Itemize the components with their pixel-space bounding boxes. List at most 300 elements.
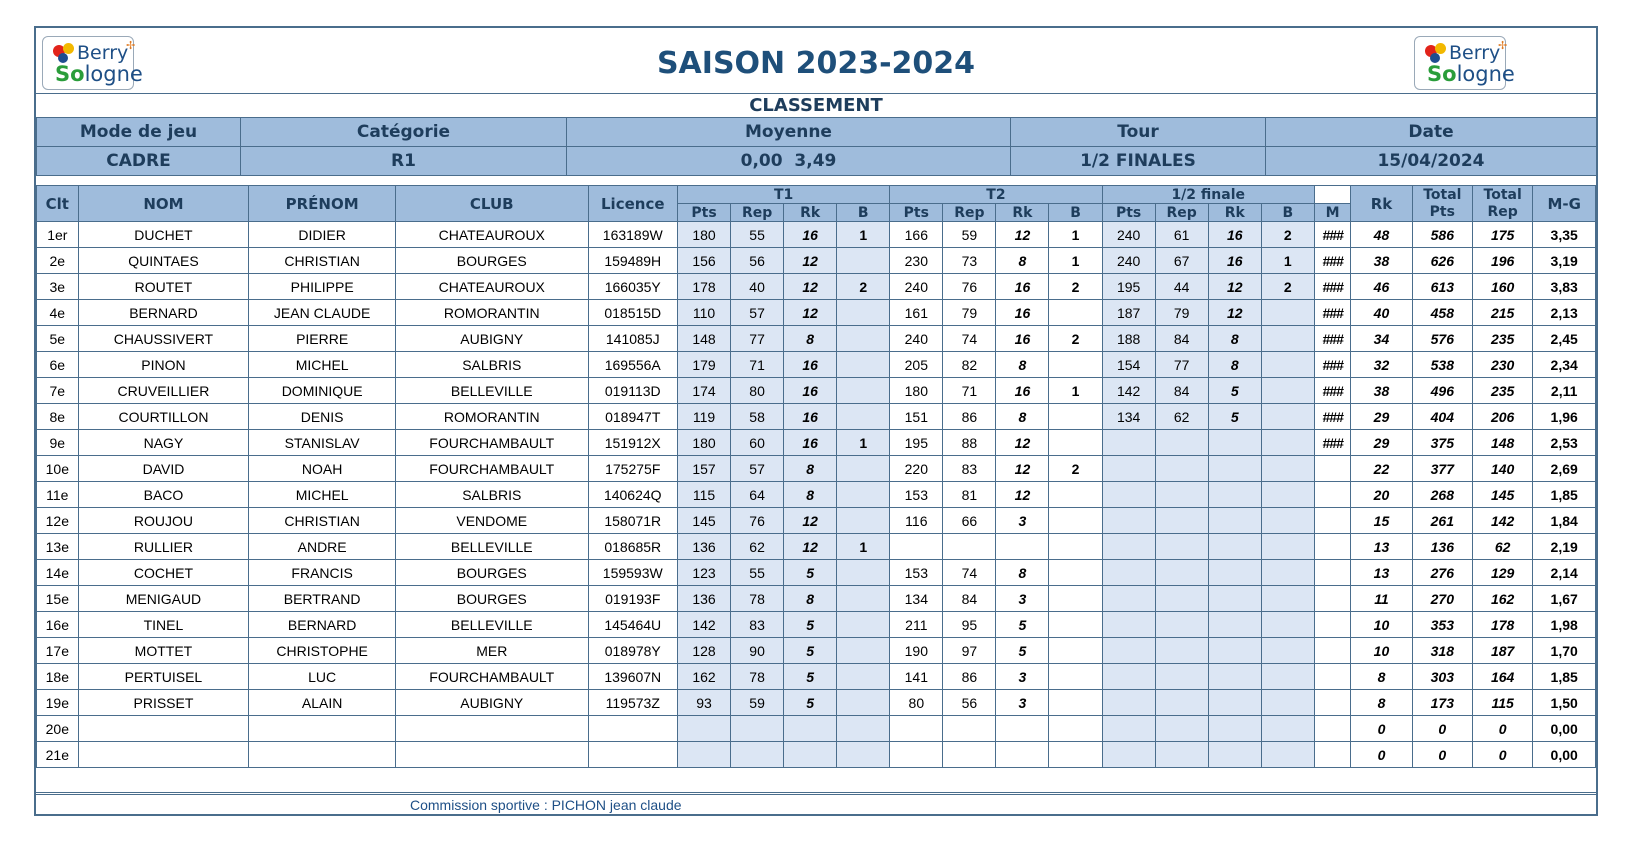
cell-rank: 8 [1351, 664, 1412, 690]
cell-mg: 3,19 [1533, 248, 1596, 274]
cell-rank: 15 [1351, 508, 1412, 534]
table-row [37, 482, 1596, 508]
cell-rank: 20 [1351, 482, 1412, 508]
cell-m [1314, 508, 1350, 534]
cell-total-pts: 586 [1412, 222, 1472, 248]
table-row [37, 664, 1596, 690]
cell-t2-pts: 205 [890, 352, 943, 378]
cell-t1-pts: 93 [678, 690, 731, 716]
cell-t1-rep: 40 [731, 274, 784, 300]
cell-t3-rk [1208, 742, 1261, 768]
cell-t3-pts [1102, 638, 1155, 664]
cell-t1-rep: 83 [731, 612, 784, 638]
col-nom[interactable]: NOM [78, 186, 249, 222]
cell-t2-pts: 161 [890, 300, 943, 326]
cell-rank: 13 [1351, 560, 1412, 586]
cell-rank: 32 [1351, 352, 1412, 378]
cell-t3-b [1261, 456, 1314, 482]
cell-t3-pts [1102, 664, 1155, 690]
table-row [37, 326, 1596, 352]
cell-mg: 0,00 [1533, 742, 1596, 768]
cell-mg: 1,98 [1533, 612, 1596, 638]
cell-t1-rk [784, 742, 837, 768]
info-label-average: Moyenne [567, 118, 1011, 147]
cell-t3-rep [1155, 482, 1208, 508]
cell-t1-rep [731, 716, 784, 742]
cell-t2-pts: 116 [890, 508, 943, 534]
cell-clt: 11e [37, 482, 79, 508]
cell-nom: TINEL [78, 612, 249, 638]
info-value-date: 15/04/2024 [1266, 147, 1597, 176]
cell-t1-rep: 62 [731, 534, 784, 560]
cell-t3-b [1261, 352, 1314, 378]
cell-t3-b [1261, 560, 1314, 586]
cell-t1-b [837, 664, 890, 690]
cell-t2-b [1049, 742, 1102, 768]
cell-total-rep: 164 [1473, 664, 1533, 690]
cell-t2-rep: 56 [943, 690, 996, 716]
cell-licence: 159489H [588, 248, 677, 274]
cell-t3-rep: 62 [1155, 404, 1208, 430]
cell-m [1314, 456, 1350, 482]
cell-total-rep: 0 [1473, 716, 1533, 742]
group-t2: T2 [890, 186, 1102, 204]
cell-t1-rk: 8 [784, 482, 837, 508]
cell-rank: 0 [1351, 742, 1412, 768]
cell-licence: 018978Y [588, 638, 677, 664]
cell-t1-rk [784, 716, 837, 742]
cell-t2-rk: 8 [996, 248, 1049, 274]
cell-t1-pts: 174 [678, 378, 731, 404]
cell-prenom: NOAH [249, 456, 396, 482]
cell-t3-rep: 84 [1155, 326, 1208, 352]
cell-t1-b [837, 326, 890, 352]
cell-t2-rep: 66 [943, 508, 996, 534]
cell-prenom: FRANCIS [249, 560, 396, 586]
cell-clt: 21e [37, 742, 79, 768]
table-row [37, 716, 1596, 742]
cell-nom: BERNARD [78, 300, 249, 326]
cell-t1-rep: 56 [731, 248, 784, 274]
cell-t1-b [837, 560, 890, 586]
table-row [37, 430, 1596, 456]
cell-t1-rk: 16 [784, 222, 837, 248]
cell-t1-pts: 180 [678, 222, 731, 248]
ranking-title: CLASSEMENT [749, 95, 883, 116]
cell-clt: 20e [37, 716, 79, 742]
cell-total-rep: 115 [1473, 690, 1533, 716]
cell-clt: 10e [37, 456, 79, 482]
cell-rank: 10 [1351, 638, 1412, 664]
cell-m: ### [1314, 300, 1350, 326]
cell-t1-rep: 77 [731, 326, 784, 352]
cell-t3-rep [1155, 534, 1208, 560]
cell-t3-b [1261, 716, 1314, 742]
cell-nom: NAGY [78, 430, 249, 456]
cell-t2-rk [996, 534, 1049, 560]
cell-total-pts: 261 [1412, 508, 1472, 534]
cell-t2-pts: 153 [890, 482, 943, 508]
cell-t2-b [1049, 612, 1102, 638]
cell-clt: 6e [37, 352, 79, 378]
cell-t3-rep: 84 [1155, 378, 1208, 404]
cell-t2-rep [943, 742, 996, 768]
cell-t2-b [1049, 534, 1102, 560]
cell-licence: 018685R [588, 534, 677, 560]
cell-t1-pts: 180 [678, 430, 731, 456]
table-row [37, 742, 1596, 768]
cell-t1-rep: 76 [731, 508, 784, 534]
cell-t3-b: 2 [1261, 222, 1314, 248]
cell-clt: 12e [37, 508, 79, 534]
cell-t2-pts: 80 [890, 690, 943, 716]
cell-t2-rep: 86 [943, 404, 996, 430]
cell-club: CHATEAUROUX [396, 274, 589, 300]
cell-m [1314, 534, 1350, 560]
cell-club: BELLEVILLE [396, 534, 589, 560]
cell-t3-b [1261, 612, 1314, 638]
cell-t2-rk: 12 [996, 222, 1049, 248]
cell-total-rep: 160 [1473, 274, 1533, 300]
cell-t3-rk: 5 [1208, 404, 1261, 430]
table-row [37, 560, 1596, 586]
cell-t2-rk: 5 [996, 638, 1049, 664]
col-t1-rk: Rk [784, 204, 837, 222]
cell-total-rep: 215 [1473, 300, 1533, 326]
cell-mg: 0,00 [1533, 716, 1596, 742]
cell-t1-b [837, 742, 890, 768]
cell-licence: 158071R [588, 508, 677, 534]
cell-total-pts: 353 [1412, 612, 1472, 638]
cell-mg: 1,70 [1533, 638, 1596, 664]
cell-t3-b [1261, 690, 1314, 716]
cell-mg: 1,67 [1533, 586, 1596, 612]
table-row [37, 456, 1596, 482]
footer [36, 792, 1596, 814]
cell-t2-pts: 166 [890, 222, 943, 248]
cell-clt: 3e [37, 274, 79, 300]
cell-nom: COURTILLON [78, 404, 249, 430]
cell-mg: 2,53 [1533, 430, 1596, 456]
cell-t3-rk [1208, 534, 1261, 560]
cell-mg: 2,69 [1533, 456, 1596, 482]
cell-club: VENDOME [396, 508, 589, 534]
cell-nom: ROUJOU [78, 508, 249, 534]
cell-t3-b [1261, 534, 1314, 560]
cell-t2-b [1049, 690, 1102, 716]
cell-t1-pts: 162 [678, 664, 731, 690]
cell-m [1314, 690, 1350, 716]
cell-t1-b [837, 690, 890, 716]
cell-t3-b: 2 [1261, 274, 1314, 300]
cell-m [1314, 482, 1350, 508]
cell-t1-pts: 128 [678, 638, 731, 664]
cell-t2-rep: 73 [943, 248, 996, 274]
cell-m: ### [1314, 274, 1350, 300]
cell-club [396, 716, 589, 742]
table-row [37, 300, 1596, 326]
cell-t2-rk: 16 [996, 378, 1049, 404]
cell-rank: 10 [1351, 612, 1412, 638]
cell-rank: 8 [1351, 690, 1412, 716]
cell-t1-b [837, 404, 890, 430]
cell-total-pts: 0 [1412, 716, 1472, 742]
cell-t1-rk: 16 [784, 378, 837, 404]
cell-t3-pts [1102, 456, 1155, 482]
cell-total-rep: 142 [1473, 508, 1533, 534]
cell-licence: 159593W [588, 560, 677, 586]
cell-t1-b: 1 [837, 430, 890, 456]
cell-licence: 145464U [588, 612, 677, 638]
cell-licence: 140624Q [588, 482, 677, 508]
cell-total-rep: 129 [1473, 560, 1533, 586]
cell-nom: CRUVEILLIER [78, 378, 249, 404]
cell-prenom: ANDRE [249, 534, 396, 560]
cell-t2-pts: 141 [890, 664, 943, 690]
col-prenom[interactable]: PRÉNOM [249, 186, 396, 222]
cell-t1-rk: 8 [784, 326, 837, 352]
cell-t3-b [1261, 638, 1314, 664]
cell-t2-rep: 74 [943, 560, 996, 586]
cell-t1-pts: 119 [678, 404, 731, 430]
cell-rank: 0 [1351, 716, 1412, 742]
cell-t2-pts: 180 [890, 378, 943, 404]
cell-t2-rep: 83 [943, 456, 996, 482]
col-licence[interactable]: Licence [588, 186, 677, 222]
cell-nom: ROUTET [78, 274, 249, 300]
cell-t1-pts [678, 742, 731, 768]
cell-nom: CHAUSSIVERT [78, 326, 249, 352]
col-total-pts[interactable]: Total Pts [1412, 186, 1472, 222]
cell-t1-rep: 80 [731, 378, 784, 404]
cell-t2-b: 1 [1049, 222, 1102, 248]
cell-total-pts: 0 [1412, 742, 1472, 768]
cell-t3-rk: 5 [1208, 378, 1261, 404]
cell-nom: PERTUISEL [78, 664, 249, 690]
cell-t2-b [1049, 352, 1102, 378]
cell-club: ROMORANTIN [396, 404, 589, 430]
cell-t3-rep [1155, 560, 1208, 586]
cell-nom [78, 716, 249, 742]
cell-m [1314, 716, 1350, 742]
col-t2-pts: Pts [890, 204, 943, 222]
cell-club: AUBIGNY [396, 326, 589, 352]
cell-t2-pts: 230 [890, 248, 943, 274]
cell-t1-rep: 78 [731, 586, 784, 612]
col-rank[interactable]: Rk [1351, 186, 1412, 222]
cell-t1-rep: 57 [731, 456, 784, 482]
cell-t1-pts: 179 [678, 352, 731, 378]
cell-licence [588, 742, 677, 768]
cell-t1-b: 1 [837, 534, 890, 560]
cell-rank: 11 [1351, 586, 1412, 612]
cell-t1-rk: 8 [784, 586, 837, 612]
cell-t3-b [1261, 742, 1314, 768]
cell-t1-rep: 55 [731, 560, 784, 586]
cell-t3-b [1261, 508, 1314, 534]
cell-t1-rep: 78 [731, 664, 784, 690]
table-row [37, 508, 1596, 534]
cell-prenom: CHRISTOPHE [249, 638, 396, 664]
footer-commission: Commission sportive : PICHON jean claude [410, 797, 682, 813]
cell-t3-rep [1155, 508, 1208, 534]
cell-t3-rep [1155, 612, 1208, 638]
cell-mg: 2,13 [1533, 300, 1596, 326]
cell-t3-pts [1102, 534, 1155, 560]
cell-t1-b [837, 716, 890, 742]
cell-t3-rk [1208, 716, 1261, 742]
cell-t3-rep: 61 [1155, 222, 1208, 248]
cell-t1-b [837, 612, 890, 638]
table-row [37, 690, 1596, 716]
cell-licence: 018947T [588, 404, 677, 430]
cell-t2-b: 2 [1049, 274, 1102, 300]
cell-t1-pts [678, 716, 731, 742]
cell-t3-pts: 240 [1102, 222, 1155, 248]
cell-t2-rep: 71 [943, 378, 996, 404]
cell-t3-b [1261, 326, 1314, 352]
cell-prenom: DIDIER [249, 222, 396, 248]
cell-nom [78, 742, 249, 768]
cell-t3-rep [1155, 742, 1208, 768]
table-row [37, 352, 1596, 378]
cell-t1-pts: 123 [678, 560, 731, 586]
cell-t1-rk: 8 [784, 456, 837, 482]
cell-t1-b [837, 248, 890, 274]
cell-t1-pts: 148 [678, 326, 731, 352]
cell-t3-pts [1102, 612, 1155, 638]
col-t3-rk: Rk [1208, 204, 1261, 222]
cell-t2-b [1049, 560, 1102, 586]
cell-t3-rep [1155, 690, 1208, 716]
divider [36, 93, 1596, 94]
cell-m [1314, 586, 1350, 612]
table-row [37, 638, 1596, 664]
cell-m: ### [1314, 352, 1350, 378]
cell-licence: 175275F [588, 456, 677, 482]
cell-t1-b [837, 638, 890, 664]
cell-t3-pts [1102, 586, 1155, 612]
col-clt[interactable]: Clt [37, 186, 79, 222]
cell-t3-rk: 8 [1208, 326, 1261, 352]
cell-t3-b [1261, 378, 1314, 404]
cell-t1-b [837, 508, 890, 534]
cell-prenom: PIERRE [249, 326, 396, 352]
cell-t2-rk: 12 [996, 456, 1049, 482]
cell-nom: RULLIER [78, 534, 249, 560]
cell-t2-b [1049, 586, 1102, 612]
cell-t2-rk: 3 [996, 586, 1049, 612]
cell-t2-rep: 84 [943, 586, 996, 612]
cell-t2-rk: 12 [996, 482, 1049, 508]
group-t1: T1 [678, 186, 890, 204]
cell-prenom: DENIS [249, 404, 396, 430]
col-total-rep[interactable]: Total Rep [1473, 186, 1533, 222]
info-table [36, 117, 1597, 176]
cell-mg: 1,85 [1533, 664, 1596, 690]
cell-rank: 34 [1351, 326, 1412, 352]
cell-total-pts: 375 [1412, 430, 1472, 456]
cell-t1-rk: 5 [784, 690, 837, 716]
cell-prenom: PHILIPPE [249, 274, 396, 300]
cell-m: ### [1314, 404, 1350, 430]
cell-t3-rk [1208, 638, 1261, 664]
cell-t2-rk [996, 742, 1049, 768]
cell-clt: 5e [37, 326, 79, 352]
cell-mg: 2,19 [1533, 534, 1596, 560]
cell-club: ROMORANTIN [396, 300, 589, 326]
cell-rank: 48 [1351, 222, 1412, 248]
cell-t1-b: 2 [837, 274, 890, 300]
cell-prenom: STANISLAV [249, 430, 396, 456]
cell-t1-rk: 16 [784, 352, 837, 378]
cell-t3-pts: 154 [1102, 352, 1155, 378]
cell-rank: 40 [1351, 300, 1412, 326]
cell-t2-rk: 8 [996, 352, 1049, 378]
cell-t1-rk: 5 [784, 664, 837, 690]
cell-licence: 119573Z [588, 690, 677, 716]
cell-total-pts: 173 [1412, 690, 1472, 716]
cell-t3-b [1261, 482, 1314, 508]
cell-t2-rep: 81 [943, 482, 996, 508]
cell-t2-rep: 59 [943, 222, 996, 248]
cell-t1-rk: 5 [784, 560, 837, 586]
cell-total-pts: 538 [1412, 352, 1472, 378]
cell-t3-pts [1102, 508, 1155, 534]
cell-club: AUBIGNY [396, 690, 589, 716]
cell-t1-rk: 5 [784, 638, 837, 664]
cell-club: BELLEVILLE [396, 612, 589, 638]
cell-t1-pts: 142 [678, 612, 731, 638]
col-club[interactable]: CLUB [396, 186, 589, 222]
cell-t3-rk: 16 [1208, 222, 1261, 248]
table-row [37, 222, 1596, 248]
cell-m: ### [1314, 326, 1350, 352]
cell-t2-rep: 86 [943, 664, 996, 690]
cell-mg: 1,50 [1533, 690, 1596, 716]
cell-t2-b [1049, 716, 1102, 742]
cell-licence: 169556A [588, 352, 677, 378]
cell-mg: 3,83 [1533, 274, 1596, 300]
cell-t2-pts: 220 [890, 456, 943, 482]
cell-mg: 2,11 [1533, 378, 1596, 404]
cell-prenom: BERNARD [249, 612, 396, 638]
cell-t2-b: 1 [1049, 378, 1102, 404]
table-row [37, 378, 1596, 404]
cell-mg: 2,45 [1533, 326, 1596, 352]
col-mg[interactable]: M-G [1533, 186, 1596, 222]
cell-t3-pts: 240 [1102, 248, 1155, 274]
cell-t2-rk: 5 [996, 612, 1049, 638]
cell-clt: 8e [37, 404, 79, 430]
cell-total-pts: 303 [1412, 664, 1472, 690]
cell-t1-b [837, 482, 890, 508]
cell-total-rep: 145 [1473, 482, 1533, 508]
cell-t2-pts: 134 [890, 586, 943, 612]
cell-total-pts: 613 [1412, 274, 1472, 300]
cell-t1-rk: 12 [784, 300, 837, 326]
cell-t2-pts [890, 742, 943, 768]
cell-nom: COCHET [78, 560, 249, 586]
cell-t2-rep: 82 [943, 352, 996, 378]
cell-t2-rk: 16 [996, 300, 1049, 326]
cell-licence: 018515D [588, 300, 677, 326]
cell-licence: 163189W [588, 222, 677, 248]
cell-t2-pts: 151 [890, 404, 943, 430]
cell-mg: 2,34 [1533, 352, 1596, 378]
cell-t3-b: 1 [1261, 248, 1314, 274]
cell-t1-rep: 58 [731, 404, 784, 430]
